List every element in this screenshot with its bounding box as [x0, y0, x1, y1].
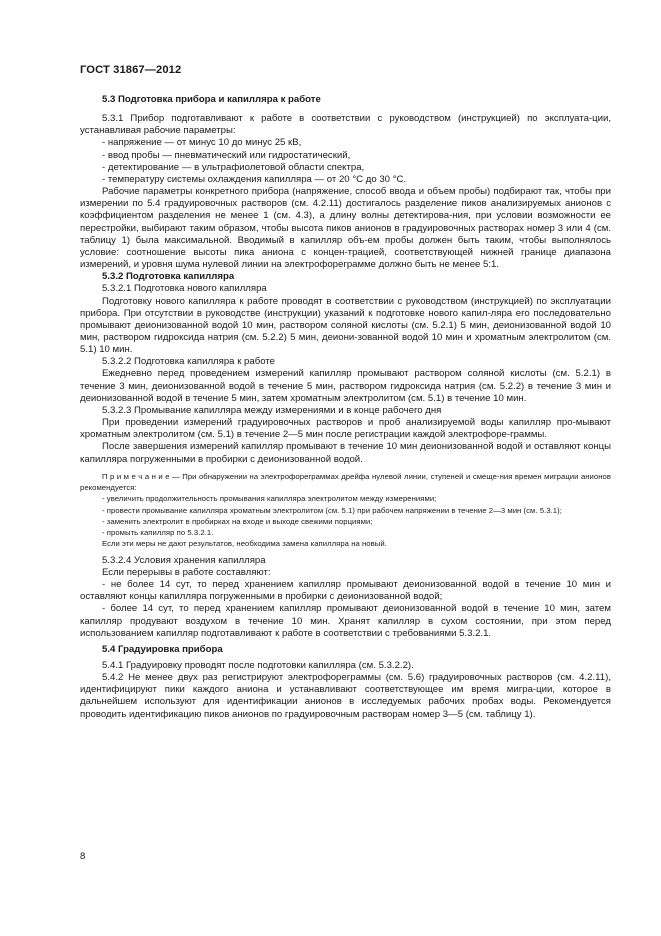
note-item: - промыть капилляр по 5.3.2.1. [102, 528, 214, 538]
paragraph-5-3-2-3-a: При проведении измерений градуировочных растворов и проб анализируемой воды капилляр про-мывают хроматным электролитом (см. 5.1) в течение 2—5 мин после регистрации каждой электрофоре-граммы. [80, 417, 611, 441]
subsection-title-5-3-2-4: 5.3.2.4 Условия хранения капилляра [102, 554, 266, 566]
paragraph-5-3-1: 5.3.1 Прибор подготавливают к работе в соответствии с руководством (инструкцией) по эксплуата-ции, устанавливая рабочие параметры: [80, 113, 611, 137]
note-conclusion: Если эти меры не дают результатов, необходима замена капилляра на новый. [102, 539, 387, 549]
page-content [80, 94, 611, 721]
paragraph-5-3-2-3-b: После завершения измерений капилляр промывают в течение 10 мин деионизованной водой и оставляют концы капилляра погруженными в пробирки с деионизованной водой. [80, 441, 611, 465]
note-item: - заменить электролит в пробирках на входе и выходе свежими порциями; [102, 516, 373, 526]
note-block [80, 471, 611, 550]
note-item: - провести промывание капилляра хроматным электролитом (см. 5.1) при рабочем напряжении в течение 2—3 мин (см. 5.3.1); [102, 505, 562, 515]
document-header: ГОСТ 31867—2012 [80, 64, 182, 76]
note-item: - увеличить продолжительность промывания капилляра электролитом между измерениями; [102, 494, 437, 504]
paragraph-5-3-2-4-long: - более 14 сут, то перед хранением капилляр промывают деионизованной водой в течение 10 мин, затем капилляр продувают воздухом в течение 10 мин. Хранят капилляр в сухом состоянии, при этом перед использованием капилляр подготавливают к работе в соответствии с требованиями 5.3.2.1. [80, 603, 611, 639]
paragraph-5-3-2-2: Ежедневно перед проведением измерений капилляр промывают раствором соляной кислоты (см. 5.2.1) в течение 3 мин, деионизованной водой в течение 5 мин, раствором гидроксида натрия (см. 5.2.2) в течение 3 мин и деионизованной водой в течение 5 мин, затем хроматным электролитом (см. 5.1) в течение 10 мин. [80, 368, 611, 404]
paragraph-5-4-2: 5.4.2 Не менее двух раз регистрируют электрофореграммы (см. 5.6) градуировочных растворов (см. 4.2.11), идентифицируют пики каждого аниона и устанавливают соответствующее им время мигра-ции, которое в дальнейшем используют для идентификации анионов в исследуемых рабочих пробах воды. Рекомендуется проводить идентификацию пиков анионов по градуировочным растворам номер 3—5 (см. таблицу 1). [80, 672, 611, 720]
note-label: П р и м е ч а н и е [102, 471, 170, 481]
subsection-title-5-3-2-2: 5.3.2.2 Подготовка капилляра к работе [102, 356, 275, 368]
page-number: 8 [80, 851, 86, 862]
section-heading-5-4: 5.4 Градуировка прибора [102, 643, 223, 655]
subsection-title-5-3-2-3: 5.3.2.3 Промывание капилляра между измерениями и в конце рабочего дня [102, 404, 442, 416]
paragraph-5-3-2-4-intro: Если перерывы в работе составляют: [102, 566, 271, 578]
section-heading-5-3: 5.3 Подготовка прибора и капилляра к работе [102, 94, 321, 105]
list-item-detection: - детектирование — в ультрафиолетовой области спектра, [102, 161, 365, 173]
list-item-sample-input: - ввод пробы — пневматический или гидростатический, [102, 149, 351, 161]
subsection-heading-5-3-2: 5.3.2 Подготовка капилляра [102, 271, 235, 283]
paragraph-5-3-2-1: Подготовку нового капилляра к работе проводят в соответствии с руководством (инструкцией) по эксплуатации прибора. При отсутствии в руководстве (инструкции) указаний к подготовке нового капил-ляра его последовательно промывают деионизованной водой 10 мин, раствором соляной кислоты (см. 5.2.1) 5 мин, деионизованной водой 10 мин, раствором гидроксида натрия (см. 5.2.2) 5 мин, деиони-зованной водой 10 мин и хроматным электролитом (см. 5.1) 10 мин. [80, 295, 611, 356]
paragraph-5-4-1: 5.4.1 Градуировку проводят после подготовки капилляра (см. 5.3.2.2). [102, 660, 414, 672]
note-intro [80, 471, 611, 494]
paragraph-5-3-2-4-short: - не более 14 сут, то перед хранением капилляр промывают деионизованной водой в течение 10 мин и оставляют концы капилляра погруженными в пробирки с деионизованной водой; [80, 579, 611, 603]
list-item-voltage: - напряжение — от минус 10 до минус 25 кВ, [102, 137, 302, 149]
subsection-title-5-3-2-1: 5.3.2.1 Подготовка нового капилляра [102, 283, 267, 295]
note-lead-text: — При обнаружении на электрофореграммах дрейфа нулевой линии, ступеней и смеще-ния времен миграции анионов рекомендуется: [80, 471, 611, 492]
paragraph-working-parameters: Рабочие параметры конкретного прибора (напряжение, способ ввода и объем пробы) подбирают так, чтобы при измерении по 5.4 градуировочных растворов (см. 4.2.11) достигалось разделение пиков анализируемых анионов с коэффициентом разделения не менее 1 (см. 4.3), а длину волны детектирова-ния, при условии возможности ее перестройки, выбирают таким образом, чтобы высота пиков анионов в градуировочных растворах номер 3 или 4 (см. таблицу 1) была максимальной. Вводимый в капилляр объ-ем пробы должен быть таким, чтобы выполнялось условие: соотношение высоты пика аниона с концен-трацией, соответствующей нижней границе диапазона измерений, и уровня шума нулевой линии на электрофореграмме должно быть не менее 5:1. [80, 186, 611, 271]
list-item-temperature: - температуру системы охлаждения капилляра — от 20 °С до 30 °С. [102, 173, 407, 185]
